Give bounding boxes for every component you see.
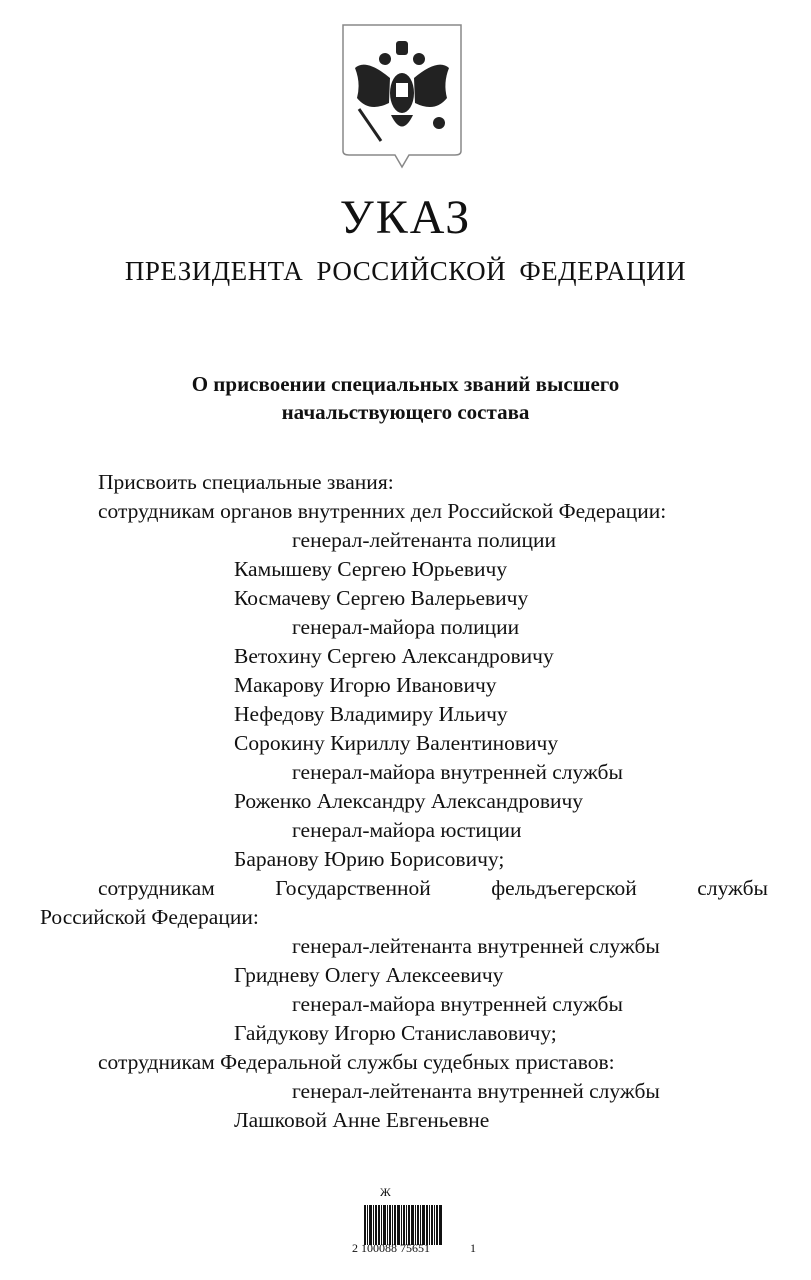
rank-label: генерал-лейтенанта внутренней службы — [292, 934, 660, 958]
person-name: Ветохину Сергею Александровичу — [234, 644, 554, 668]
group-courier-service-cont: Российской Федерации: — [40, 905, 259, 929]
person-name: Гридневу Олегу Алексеевичу — [234, 963, 504, 987]
barcode-number: 2 100088 75651 — [352, 1241, 430, 1255]
registration-mark: Ж — [380, 1185, 391, 1199]
person-name: Камышеву Сергею Юрьевичу — [234, 557, 508, 581]
person-name: Макарову Игорю Ивановичу — [234, 673, 497, 697]
group-courier-service: сотрудникам Государственной фельдъегерской службы — [98, 876, 768, 900]
heading-line-2: начальствующего состава — [281, 400, 530, 424]
barcode — [352, 1185, 476, 1265]
rank-label: генерал-майора юстиции — [292, 818, 522, 842]
decree-heading — [0, 370, 811, 426]
document-subtitle: ПРЕЗИДЕНТА РОССИЙСКОЙ ФЕДЕРАЦИИ — [124, 256, 687, 286]
person-name: Нефедову Владимиру Ильичу — [234, 702, 508, 726]
person-name: Сорокину Кириллу Валентиновичу — [234, 731, 559, 755]
coat-of-arms-icon — [341, 23, 463, 169]
person-name: Роженко Александру Александровичу — [234, 789, 584, 813]
person-name: Гайдукову Игорю Станиславовичу; — [234, 1021, 557, 1045]
group-internal-affairs: сотрудникам органов внутренних дел Российской Федерации: — [98, 499, 667, 523]
person-name: Баранову Юрию Борисовичу; — [234, 847, 505, 871]
rank-label: генерал-майора внутренней службы — [292, 760, 623, 784]
barcode-bars — [364, 1205, 472, 1245]
intro-text: Присвоить специальные звания: — [98, 470, 394, 494]
rank-label: генерал-майора внутренней службы — [292, 992, 623, 1016]
heading-line-1: О присвоении специальных званий высшего — [191, 372, 620, 396]
rank-label: генерал-лейтенанта внутренней службы — [292, 1079, 660, 1103]
person-name: Космачеву Сергею Валерьевичу — [234, 586, 529, 610]
document-title: УКАЗ — [339, 191, 472, 244]
person-name: Лашковой Анне Евгеньевне — [234, 1108, 490, 1132]
rank-label: генерал-лейтенанта полиции — [292, 528, 557, 552]
group-bailiffs: сотрудникам Федеральной службы судебных приставов: — [98, 1050, 615, 1074]
barcode-suffix: 1 — [470, 1241, 476, 1255]
rank-label: генерал-майора полиции — [292, 615, 520, 639]
